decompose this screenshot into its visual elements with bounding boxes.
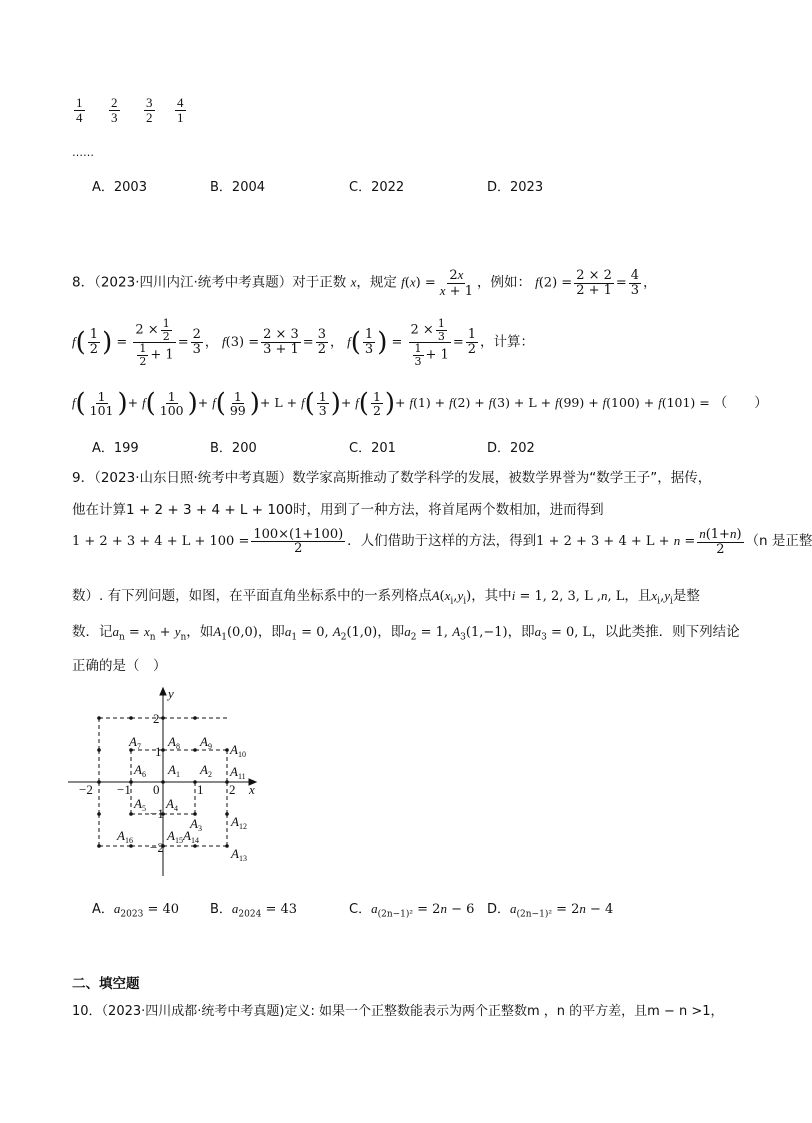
q7-option-a[interactable]: A．2003 <box>92 180 147 195</box>
point-label-A13: $A_{13}$ <box>231 846 247 863</box>
section-heading-fill-in: 二、填空题 <box>72 976 140 992</box>
tick-y-neg1: −1 <box>150 806 164 821</box>
q8-line-1: 8．（2023·四川内江·统考中考真题）对于正数 x，规定 f(x) = $\frac{2x}{x + 1}$ ，例如： f(2) = $\frac{2 \times 2}{2 + 1}$ = $\frac{4}{3}$ ， <box>72 267 657 299</box>
tick-y-1: 1 <box>155 744 162 759</box>
lattice-point <box>161 716 165 720</box>
point-label-A3: $A_3$ <box>190 816 202 833</box>
point-label-A1: $A_1$ <box>168 762 180 779</box>
lattice-point <box>97 780 101 784</box>
point-label-A8: $A_8$ <box>168 734 180 751</box>
lattice-point <box>161 748 165 752</box>
point-label-A6: $A_6$ <box>134 762 146 779</box>
tick-y-neg2: −2 <box>150 840 164 855</box>
lattice-point <box>97 716 101 720</box>
ellipsis: …… <box>72 146 94 159</box>
lattice-point <box>225 812 229 816</box>
lattice-point <box>225 748 229 752</box>
lattice-point <box>193 716 197 720</box>
q8-option-b[interactable]: B．200 <box>210 441 257 456</box>
lattice-point <box>193 748 197 752</box>
q8-option-a[interactable]: A．199 <box>92 441 139 456</box>
q8-prefix: 8．（2023·四川内江·统考中考真题）对于正数 <box>72 274 351 291</box>
q9-line-4: 数）. 有下列问题，如图，在平面直角坐标系中的一系列格点$A(x_i,y_i)$，其中i = 1, 2, 3, L ,n, L，且$x_i,y_i$是整 <box>72 588 700 607</box>
q9-line-2: 他在计算1 + 2 + 3 + 4 + L + 100时，用到了一种方法，将首尾两个数相加，进而得到 <box>72 502 604 518</box>
tick-x-2: 2 <box>229 782 236 797</box>
q9-line-5: 数．记$a_n = x_n + y_n$，如$A_1(0,0)$，即$a_1 = 0$, $A_2(1,0)$，即$a_2 = 1$, $A_3(1,-1)$，即$a_3 = 0$, L，以此类推．则下列结论 <box>72 624 740 643</box>
q7-option-d[interactable]: D．2023 <box>487 180 544 195</box>
lattice-point <box>129 812 133 816</box>
tick-y-2: 2 <box>153 711 160 726</box>
x-axis-label: x <box>249 782 255 797</box>
q7-option-c[interactable]: C．2022 <box>349 180 405 195</box>
q9-line-3: 1 + 2 + 3 + 4 + L + 100 = $\frac{100\times(1+100)}{2}$ ．人们借助于这样的方法，得到1 + 2 + 3 + 4 + L + n = $\frac{n(1+n)}{2}$ （n 是正整 <box>72 526 812 557</box>
tick-x-1: 1 <box>197 782 204 797</box>
point-label-A5: $A_5$ <box>134 796 146 813</box>
point-label-A16: $A_{16}$ <box>117 828 133 845</box>
lattice-point <box>97 844 101 848</box>
q7-option-b[interactable]: B．2004 <box>210 180 266 195</box>
q8-option-c[interactable]: C．201 <box>349 441 396 456</box>
point-label-A11: $A_{11}$ <box>230 764 246 781</box>
lattice-point <box>97 812 101 816</box>
q8-option-d[interactable]: D．202 <box>487 441 535 456</box>
q8-line-3: f( $\frac{1}{101}$ )+ f( $\frac{1}{100}$ )+ f( $\frac{1}{99}$ )+ L + f( $\frac{1}{3}$ )+ f( $\frac{1}{2}$ )+ f(1) + f(2) + f(3) + L + f(99) + f(100) + f(101) = （ ） <box>72 388 768 419</box>
q9-option-b[interactable]: B．$a_{2024} = 43$ <box>210 901 298 920</box>
lattice-point <box>161 780 165 784</box>
point-label-A10: $A_{10}$ <box>230 742 246 759</box>
tick-x-neg2: −2 <box>79 782 93 797</box>
point-label-A4: $A_4$ <box>166 796 178 813</box>
point-label-A14: $A_{14}$ <box>183 828 199 845</box>
q9-line-6: 正确的是（ ） <box>72 658 167 674</box>
q10-line-1: 10．（2023·四川成都·统考中考真题)定义: 如果一个正整数能表示为两个正整数m ，n 的平方差，且m − n >1， <box>72 1004 724 1019</box>
fraction-1: $\frac{1}{4}$ <box>76 95 83 125</box>
point-label-A2: $A_2$ <box>200 762 212 779</box>
point-label-A9: $A_9$ <box>200 734 212 751</box>
q8-line-2: f( $\frac{1}{2}$ ) = 2 × $\frac{1}{2}$ $\frac{1}{2}$ + 1 = $\frac{2}{3}$ ， f(3) = $\frac{2 \times 3}{3 + 1}$ = $\frac{3}{2}$ ， f( $\frac{1}{3}$ ) = 2 × $\frac{1}{3}$ $\frac{1}{3}$ + 1 = $\frac{1}{2}$ ，计算： <box>72 317 534 368</box>
q9-option-c[interactable]: C．$a_{(2n-1)^2} = 2n - 6$ <box>349 901 475 920</box>
point-label-A7: $A_7$ <box>129 734 141 751</box>
q9-line-1: 9．（2023·山东日照·统考中考真题）数学家高斯推动了数学科学的发展，被数学界誉为“数学王子”，据传， <box>72 470 712 486</box>
tick-x-neg1: −1 <box>117 782 131 797</box>
point-label-A12: $A_{12}$ <box>231 814 247 831</box>
fraction-4: $\frac{4}{1}$ <box>177 95 184 125</box>
lattice-point <box>225 844 229 848</box>
fraction-3: $\frac{3}{2}$ <box>146 95 153 125</box>
fraction-2: $\frac{2}{3}$ <box>111 95 118 125</box>
lattice-point <box>129 716 133 720</box>
q9-option-a[interactable]: A．$a_{2023} = 40$ <box>92 901 180 920</box>
y-axis-label: y <box>168 686 174 701</box>
lattice-point <box>97 748 101 752</box>
point-label-A15: $A_{15}$ <box>167 828 183 845</box>
lattice-point-diagram <box>66 684 266 880</box>
q9-option-d[interactable]: D．$a_{(2n-1)^2} = 2n - 4$ <box>487 901 614 920</box>
top-fraction-row <box>72 96 188 124</box>
tick-origin: 0 <box>153 782 160 797</box>
